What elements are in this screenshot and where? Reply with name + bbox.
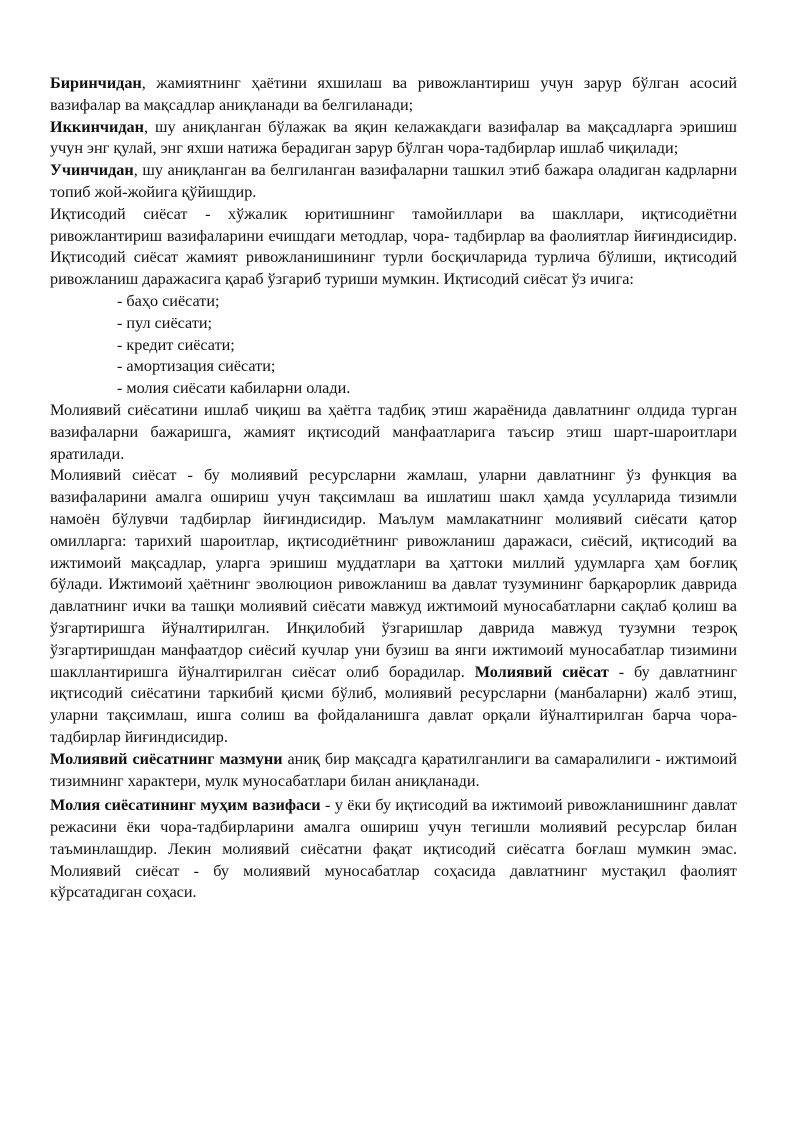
paragraph-second [50,117,737,161]
list-item: - амортизация сиёсати; [117,357,276,376]
paragraph-economic-policy: Иқтисодий сиёсат - хўжалик юритишнинг тамойиллари ва шакллари, иқтисодиётни ривожлантириш вазифаларини ечишдаги методлар, чора- тадбирлар ва фаолиятлар йиғиндисидир. Иқтисодий сиёсат жамият ривожланишининг турли босқичларида турлича бўлиши, иқтисодий ривожланиш даражасига қараб ўзгариб туриши мумкин. Иқтисодий сиёсат ўз ичига: [50,204,737,289]
list-item: - молия сиёсати кабиларни олади. [117,379,351,398]
paragraph-policy-content [50,749,737,793]
lead-third: Учинчидан [50,161,134,180]
paragraph-first-text: , жамиятнинг ҳаётини яхшилаш ва ривожлантириш учун зарур бўлган асосий вазифалар ва мақсадлар аниқланади ва белгиланади; [50,74,737,114]
list-item: - кредит сиёсати; [117,335,235,354]
paragraph-policy-content-text: аниқ бир мақсадга қаратилганлиги ва самаралилиги - ижтимоий тизимнинг характери, мулк муносабатлари билан аниқланади. [50,749,737,790]
term-policy-content: Молиявий сиёсатнинг мазмуни [50,749,283,768]
term-policy-task: Молия сиёсатининг муҳим вазифаси [50,796,321,815]
paragraph-policy-task [50,795,737,904]
lead-first: Биринчидан [50,74,142,92]
paragraph-first [50,73,737,117]
document-page [50,73,737,904]
paragraph-second-text: , шу аниқланган бўлажак ва яқин келажакдаги вазифалар ва мақсадларга эришиш учун энг қулай, энг яхши натижа берадиган зарур бўлган чора-тадбирлар ишлаб чиқилади; [50,117,737,158]
paragraph-financial-policy-intro: Молиявий сиёсатини ишлаб чиқиш ва ҳаётга тадбиқ этиш жараёнида давлатнинг олдида турган вазифаларни бажаришга, жамият иқтисодий манфаатларига таъсир этиш шарт-шароитлари яратилади. [50,400,737,463]
paragraph-financial-policy-definition [50,465,737,748]
policy-list [50,291,737,400]
paragraph-third-text: , шу аниқланган ва белгиланган вазифаларни ташкил этиб бажара оладиган кадрларни топиб жой-жойига қўйишдир. [50,161,737,201]
list-item: - пул сиёсати; [117,313,213,332]
list-item: - баҳо сиёсати; [117,291,220,310]
term-financial-policy: Молиявий сиёсат [474,662,609,681]
paragraph-third [50,160,737,204]
paragraph-financial-policy-tail: - бу давлатнинг иқтисодий сиёсатини таркибий қисми бўлиб, молиявий ресурсларни (манбаларни) жалб этиш, уларни тақсимлаш, ишга солиш ва фойдаланишга давлат орқали йўналтирилган барча чора-тадбирлар йиғиндисидир. [50,662,737,746]
paragraph-financial-policy-body: Молиявий сиёсат - бу молиявий ресурсларни жамлаш, уларни давлатнинг ўз функция ва вазифаларини амалга ошириш учун тақсимлаш ва ишлатиш шакл ҳамда усулларида тизимли намоён бўлувчи тадбирлар йиғиндисидир. Маълум мамлакатнинг молиявий сиёсати қатор омилларга: тарихий шароитлар, иқтисодиётнинг ривожланиш даражаси, сиёсий, иқтисодий ва ижтимоий мақсадлар, уларга эришиш муддатлари ва ҳаттоки миллий удумларга ҳам боғлиқ бўлади. Ижтимоий ҳаётнинг эволюцион ривожланиш ва давлат тузумининг барқарорлик даврида давлатнинг ички ва ташқи молиявий сиёсати мавжуд ижтимоий муносабатларни сақлаб қолиш ва ўзгартиришга йўналтирилган. Инқилобий ўзгаришлар даврида мавжуд тузумни тезроқ ўзгартиришдан манфаатдор сиёсий кучлар уни бузиш ва янги ижтимоий муносабатлар тизимини шакллантиришга йўналтирилган сиёсат олиб борадилар. [50,466,737,681]
lead-second: Иккинчидан [50,117,144,136]
paragraph-policy-task-text: - у ёки бу иқтисодий ва ижтимоий ривожланишнинг давлат режасини ёки чора-тадбирларини амалга ошириш учун тегишли молиявий ресурслар билан таъминлашдир. Лекин молиявий сиёсатни фақат иқтисодий сиёсатга боғлаш мумкин эмас. Молиявий сиёсат - бу молиявий муносабатлар соҳасида давлатнинг мустақил фаолият кўрсатадиган соҳаси. [50,796,738,902]
